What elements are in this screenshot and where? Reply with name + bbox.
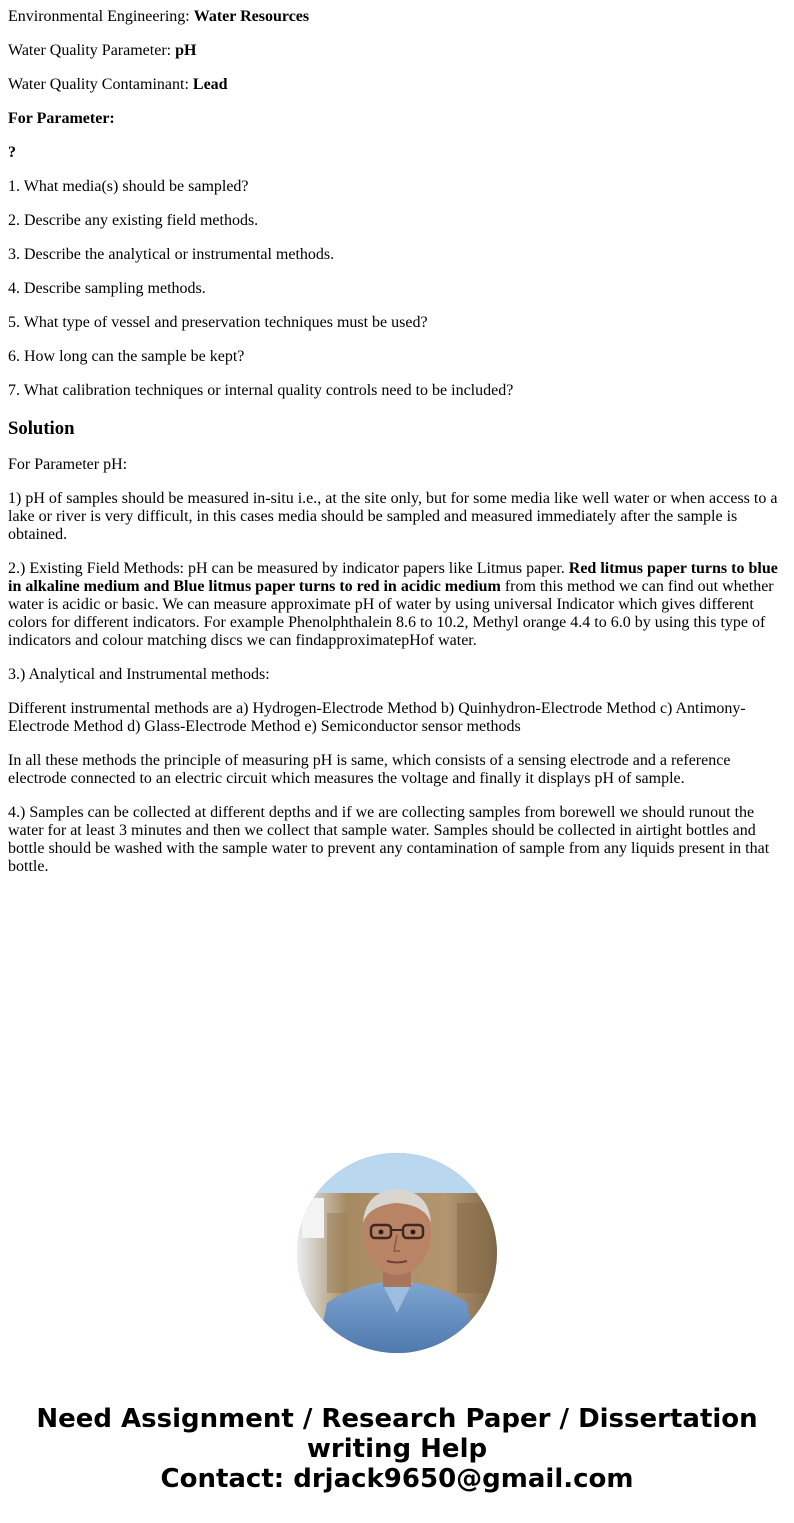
question-item: 1. What media(s) should be sampled?	[8, 178, 249, 195]
question-item: 5. What type of vessel and preservation techniques must be used?	[8, 314, 428, 331]
for-parameter-label: For Parameter:	[8, 110, 115, 127]
parameter-line	[8, 42, 786, 60]
question-item: 2. Describe any existing field methods.	[8, 212, 259, 229]
solution-paragraph-3: 3.) Analytical and Instrumental methods:	[8, 666, 270, 683]
solution-heading: Solution	[8, 418, 75, 439]
contaminant-value: Lead	[192, 76, 228, 93]
author-avatar	[297, 1153, 497, 1353]
parameter-value: pH	[175, 42, 197, 59]
engineering-value: Water Resources	[193, 8, 310, 25]
solution-paragraph-1: 1) pH of samples should be measured in-situ i.e., at the site only, but for some media like well water or when access to a lake or river is very difficult, in this cases media should be sampled and measured immediately after the sample is obtained.	[8, 490, 778, 543]
litmus-highlight: Red litmus paper turns to blue in alkaline medium and Blue litmus paper turns to red in acidic medium	[8, 560, 778, 595]
solution-paragraph-2	[8, 560, 786, 650]
engineering-line	[8, 8, 786, 26]
question-item: 7. What calibration techniques or internal quality controls need to be included?	[8, 382, 514, 399]
question-mark-line	[8, 144, 786, 162]
document-body	[8, 8, 786, 892]
solution-paragraph-6: 4.) Samples can be collected at different depths and if we are collecting samples from borewell we should runout the water for at least 3 minutes and then we collect that sample water. Samples should be collected in airtight bottles and bottle should be washed with the sample water to prevent any contamination of sample from any liquids present in that bottle.	[8, 804, 770, 875]
footer-line-1: Need Assignment / Research Paper / Dissertation	[36, 1404, 758, 1434]
question-mark: ?	[8, 144, 16, 161]
question-item: 4. Describe sampling methods.	[8, 280, 206, 297]
question-item: 6. How long can the sample be kept?	[8, 348, 245, 365]
field-methods-text: 2.) Existing Field Methods: pH can be measured by indicator papers like Litmus paper.	[8, 560, 569, 577]
for-parameter-line	[8, 110, 786, 128]
contaminant-label: Water Quality Contaminant:	[8, 76, 193, 93]
question-item: 3. Describe the analytical or instrumental methods.	[8, 246, 335, 263]
solution-intro: For Parameter pH:	[8, 456, 128, 473]
solution-paragraph-5: In all these methods the principle of measuring pH is same, which consists of a sensing electrode and a reference electrode connected to an electric circuit which measures the voltage and finally it displays pH of sample.	[8, 752, 731, 787]
footer-contact: Contact: drjack9650@gmail.com	[160, 1464, 634, 1494]
contaminant-line	[8, 76, 786, 94]
footer-banner	[0, 1404, 794, 1494]
field-methods-continued: from this method we can find out whether water is acidic or basic. We can measure approximate pH of water by using universal Indicator which gives different colors for different indicators. For example Phenolphthalein 8.6 to 10.2, Methyl orange 4.4 to 6.0 by using this type of indicators and colour matching discs we can findapproximatepHof water.	[8, 578, 774, 649]
engineering-label: Environmental Engineering:	[8, 8, 194, 25]
solution-paragraph-4: Different instrumental methods are a) Hydrogen-Electrode Method b) Quinhydron-Electrode Method c) Antimony-Electrode Method d) Glass-Electrode Method e) Semiconductor sensor methods	[8, 700, 746, 735]
parameter-label: Water Quality Parameter:	[8, 42, 176, 59]
person-photo-icon	[297, 1153, 497, 1353]
footer-line-2: writing Help	[306, 1434, 488, 1464]
